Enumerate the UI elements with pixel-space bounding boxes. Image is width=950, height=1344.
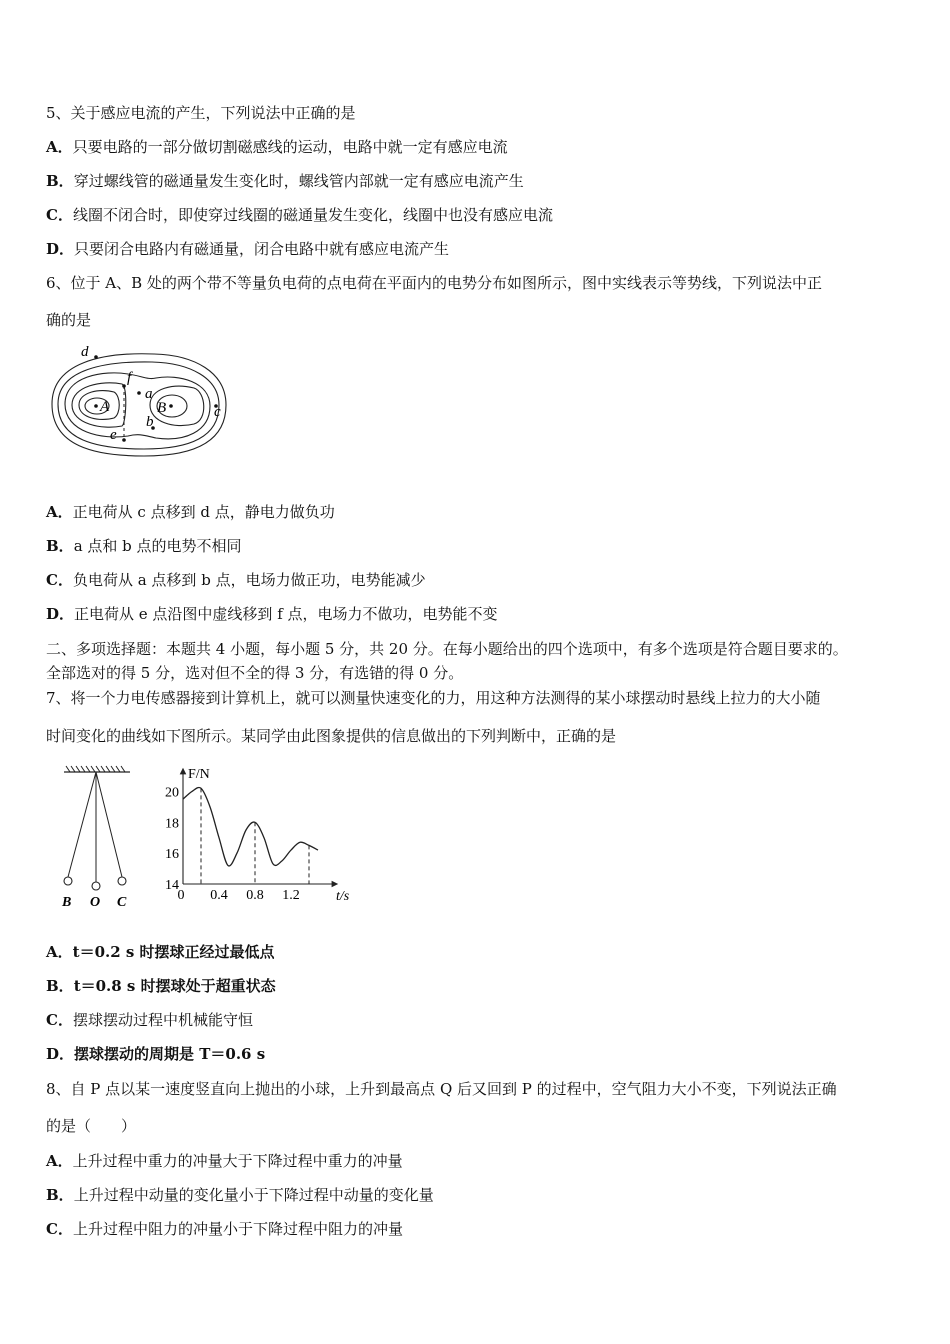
section-2-line2: 全部选对的得 5 分，选对但不全的得 3 分，有选错的得 0 分。 [46,664,464,682]
option-text: 正电荷从 e 点沿图中虚线移到 f 点，电场力不做功，电势能不变 [74,605,498,623]
q8-stem-line2: 的是（ ） [46,1117,137,1135]
q6-option-d [46,604,498,624]
option-text: 上升过程中阻力的冲量小于下降过程中阻力的冲量 [72,1220,403,1238]
option-text: 穿过螺线管的磁通量发生变化时，螺线管内部就一定有感应电流产生 [73,172,524,190]
q8-option-b [46,1185,434,1205]
q7-option-b [46,976,276,996]
q7-stem-line1: 7、将一个力电传感器接到计算机上，就可以测量快速变化的力，用这种方法测得的某小球摆动时悬线上拉力的大小随 [46,689,821,707]
option-label: D． [46,1045,75,1063]
x-tick-label: 0.4 [210,888,228,903]
option-label: A． [46,943,73,961]
option-label: A． [46,503,73,521]
option-text: a 点和 b 点的电势不相同 [73,537,242,555]
option-label: B． [46,977,74,995]
point-f [122,384,126,388]
q8-option-c [46,1219,403,1239]
q6-stem-line2: 确的是 [46,311,92,329]
q8-stem-line1: 8、自 P 点以某一速度竖直向上抛出的小球，上升到最高点 Q 后又回到 P 的过程中，空气阻力大小不变，下列说法正确 [46,1080,837,1098]
option-text: 线圈不闭合时，即使穿过线圈的磁通量发生变化，线圈中也没有感应电流 [72,206,553,224]
y-tick-label: 16 [165,847,179,863]
label-d: d [81,344,89,360]
q5-option-d [46,239,449,259]
pendulum-label-o: O [90,895,101,910]
option-text: 只要电路的一部分做切割磁感线的运动，电路中就一定有感应电流 [72,138,508,156]
point-a-charge [94,404,98,408]
x-tick-label: 0.8 [246,888,264,903]
q5-option-b [46,171,524,191]
y-tick-label: 14 [165,878,179,893]
option-text: t＝0.8 s 时摆球处于超重状态 [73,977,276,995]
label-f: f [127,370,132,386]
label-b: b [146,414,154,430]
option-label: A． [46,138,73,156]
label-A: A [100,399,110,415]
x-axis-label: t/s [336,889,350,904]
option-text: 摆球摆动过程中机械能守恒 [72,1011,253,1029]
label-c: c [214,404,221,420]
pendulum-figure [58,762,138,912]
option-label: C． [46,1011,73,1029]
option-label: D． [46,240,75,258]
x-tick-label: 1.2 [282,888,300,903]
option-label: C． [46,571,73,589]
option-label: C． [46,1220,73,1238]
q5-option-a [46,137,508,157]
q6-stem-line1: 6、位于 A、B 处的两个带不等量负电荷的点电荷在平面内的电势分布如图所示，图中实线表示等势线，下列说法中正 [46,274,822,292]
option-label: D． [46,605,75,623]
q7-option-c [46,1010,253,1030]
q6-option-b [46,536,242,556]
y-tick-label: 18 [165,816,179,832]
label-B: B [157,400,167,416]
option-text: 负电荷从 a 点移到 b 点，电场力做正功，电势能减少 [72,571,426,589]
option-text: 摆球摆动的周期是 T＝0.6 s [74,1045,266,1063]
option-text: 上升过程中重力的冲量大于下降过程中重力的冲量 [72,1152,403,1170]
option-text: 上升过程中动量的变化量小于下降过程中动量的变化量 [73,1186,434,1204]
point-e [122,438,126,442]
q6-option-c [46,570,426,590]
section-2-line1: 二、多项选择题：本题共 4 小题，每小题 5 分，共 20 分。在每小题给出的四个选项中，有多个选项是符合题目要求的。 [46,640,848,658]
x-tick-label: 0 [177,888,185,903]
force-time-chart [158,762,358,912]
force-curve [183,787,318,865]
option-label: B． [46,1186,74,1204]
q7-stem-line2: 时间变化的曲线如下图所示。某同学由此图象提供的信息做出的下列判断中，正确的是 [46,727,617,745]
point-d [94,355,98,359]
option-text: t＝0.2 s 时摆球正经过最低点 [72,943,275,961]
label-e: e [110,427,117,443]
equipotential-figure [44,342,234,467]
q7-option-a [46,942,275,962]
label-a: a [145,386,153,402]
q7-option-d [46,1044,265,1064]
option-label: B． [46,537,74,555]
point-a [137,391,141,395]
q5-option-c [46,205,553,225]
q5-stem: 5、关于感应电流的产生，下列说法中正确的是 [46,104,356,122]
y-axis-label: F/N [188,767,210,782]
option-label: C． [46,206,73,224]
option-text: 只要闭合电路内有磁通量，闭合电路中就有感应电流产生 [74,240,450,258]
option-label: A． [46,1152,73,1170]
pendulum-label-c: C [117,895,127,910]
y-tick-label: 20 [165,785,179,801]
option-text: 正电荷从 c 点移到 d 点，静电力做负功 [72,503,335,521]
option-label: B． [46,172,74,190]
pendulum-label-b: B [62,895,72,910]
q8-option-a [46,1151,403,1171]
q6-option-a [46,502,335,522]
point-b-charge [169,404,173,408]
